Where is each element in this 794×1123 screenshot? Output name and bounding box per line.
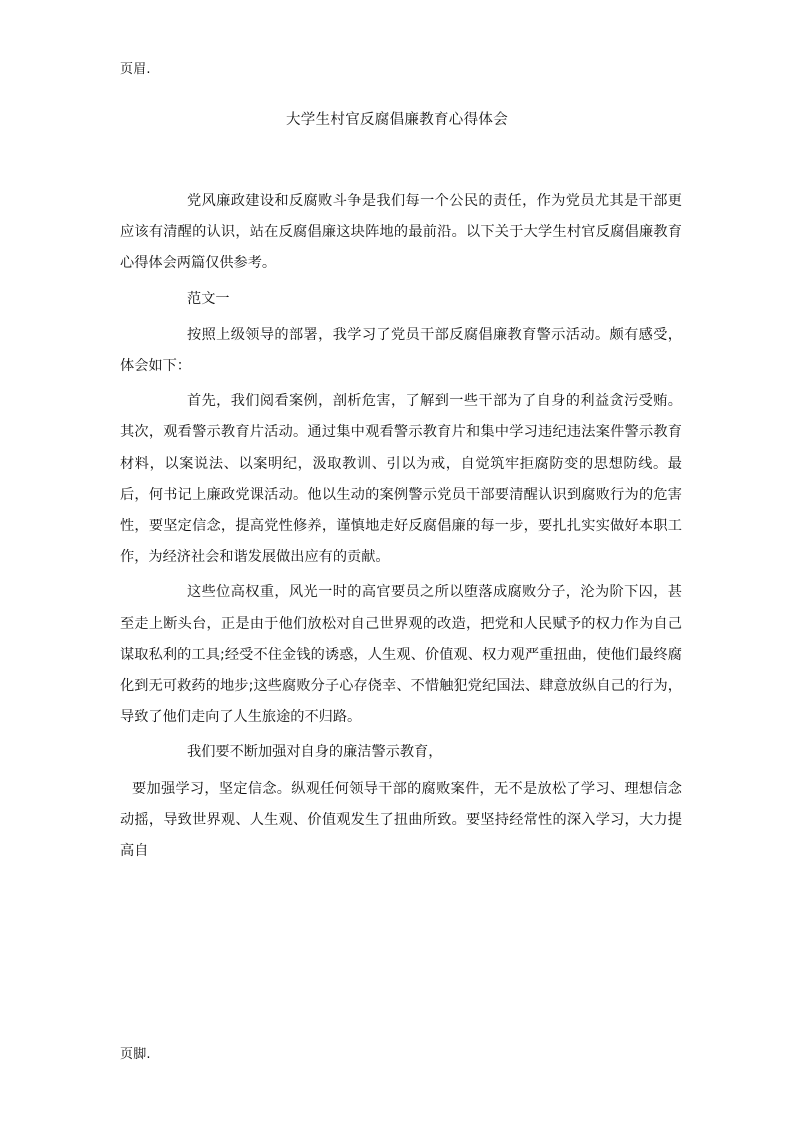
body-paragraph: 要加强学习，坚定信念。纵观任何领导干部的腐败案件，无不是放松了学习、理想信念动摇，导致世界观、人生观、价值观发生了扭曲所致。要坚持经常性的深入学习，大力提高自 bbox=[120, 780, 682, 860]
intro-paragraph: 党风廉政建设和反腐败斗争是我们每一个公民的责任，作为党员尤其是干部更应该有清醒的认识，站在反腐倡廉这块阵地的最前沿。以下关于大学生村官反腐倡廉教育心得体会两篇仅供参考。 bbox=[120, 193, 682, 272]
body-paragraph: 我们要不断加强对自身的廉洁警示教育， bbox=[187, 744, 443, 761]
section-heading: 范文一 bbox=[187, 290, 230, 307]
body-paragraph: 按照上级领导的部署，我学习了党员干部反腐倡廉教育警示活动。颇有感受，体会如下： bbox=[120, 326, 682, 375]
body-paragraph: 这些位高权重，风光一时的高官要员之所以堕落成腐败分子，沦为阶下囚，甚至走上断头台，正是由于他们放松对自己世界观的改造，把党和人民赋予的权力作为自己谋取私利的工具;经受不住金钱的诱惑，人生观、价值观、权力观严重扭曲，使他们最终腐化到无可救药的地步;这些腐败分子心存侥幸、不惜触犯党纪国法、肆意放纵自己的行为，导致了他们走向了人生旅途的不归路。 bbox=[120, 584, 682, 726]
document-body bbox=[120, 186, 682, 871]
page-header: 页眉. bbox=[120, 62, 151, 77]
document-title: 大学生村官反腐倡廉教育心得体会 bbox=[286, 112, 508, 128]
page-footer: 页脚. bbox=[120, 1047, 151, 1062]
body-paragraph: 首先，我们阅看案例，剖析危害，了解到一些干部为了自身的利益贪污受贿。其次，观看警示教育片活动。通过集中观看警示教育片和集中学习违纪违法案件警示教育材料，以案说法、以案明纪，汲取教训、引以为戒，自觉筑牢拒腐防变的思想防线。最后，何书记上廉政党课活动。他以生动的案例警示党员干部要清醒认识到腐败行为的危害性，要坚定信念，提高党性修养，谨慎地走好反腐倡廉的每一步，要扎扎实实做好本职工作，为经济社会和谐发展做出应有的贡献。 bbox=[120, 393, 682, 566]
